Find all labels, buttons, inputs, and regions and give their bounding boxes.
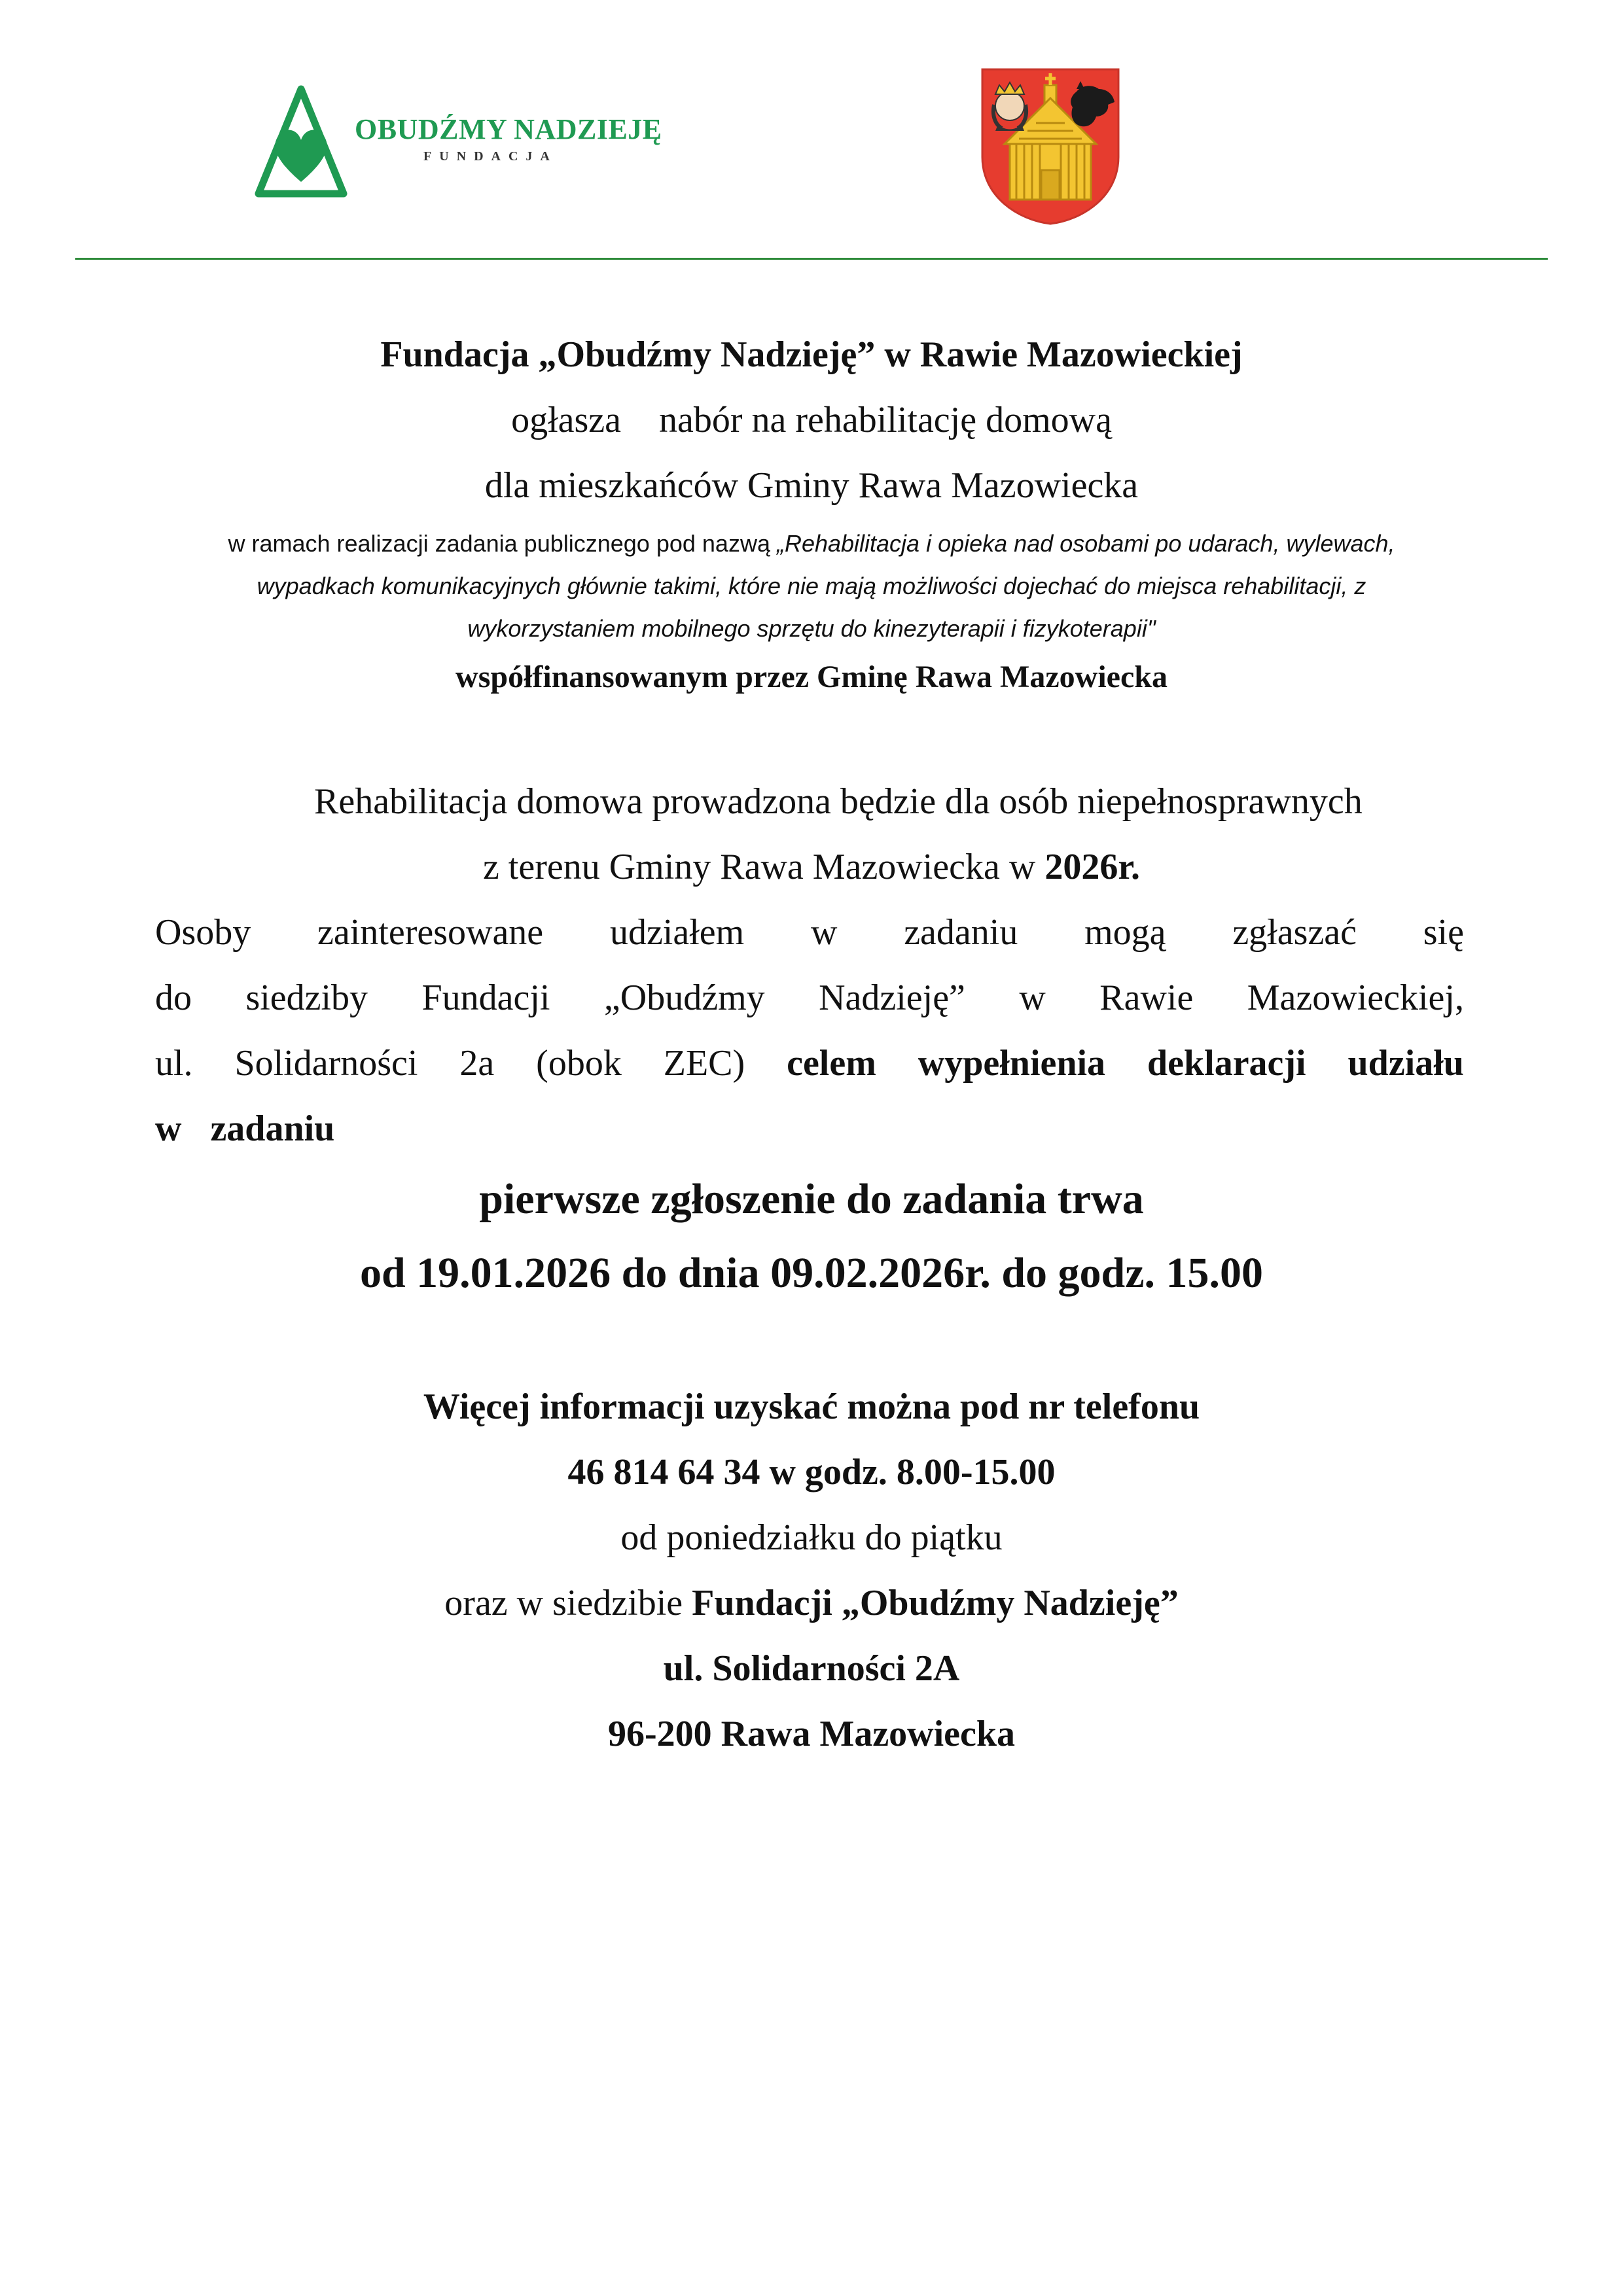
word: Solidarności	[234, 1043, 418, 1084]
word: wypełnienia	[918, 1043, 1106, 1084]
word: ZEC)	[663, 1043, 745, 1084]
task-line-1	[0, 530, 1623, 557]
deadline-line-2: od 19.01.2026 do dnia 09.02.2026r. do godz. 15.00	[359, 1249, 1264, 1297]
task-line-2: wypadkach komunikacyjnych głównie takimi, które nie mają możliwości dojechać do miejsca rehabilitacji, z	[257, 573, 1366, 599]
rehab-paragraph-line-2	[0, 846, 1623, 888]
logo-subtitle: FUNDACJA	[423, 149, 558, 164]
word: do	[155, 978, 192, 1018]
word: 2a	[459, 1043, 495, 1084]
apply-paragraph-line-2	[155, 977, 1464, 1019]
rehab-paragraph-line-1: Rehabilitacja domowa prowadzona będzie dla osób niepełnosprawnych	[314, 781, 1363, 822]
word: celem	[787, 1043, 876, 1084]
apply-paragraph-line-3	[155, 1042, 1464, 1084]
word: siedziby	[245, 978, 368, 1018]
cofinanced-line: współfinansowanym przez Gminę Rawa Mazowiecka	[455, 660, 1168, 694]
phone-line: 46 814 64 34 w godz. 8.00-15.00	[567, 1452, 1056, 1492]
task-name: „Rehabilitacja i opieka nad osobami po udarach, wylewach,	[776, 530, 1395, 557]
word: się	[1423, 912, 1464, 953]
announces-word: ogłasza	[511, 400, 621, 440]
postal-address: 96-200 Rawa Mazowiecka	[607, 1714, 1016, 1754]
weekdays-line: od poniedziałku do piątku	[620, 1517, 1003, 1558]
word: deklaracji	[1147, 1043, 1306, 1084]
coat-of-arms-icon	[978, 65, 1122, 226]
word: (obok	[536, 1043, 622, 1084]
deadline-line-1: pierwsze zgłoszenie do zadania trwa	[479, 1175, 1144, 1223]
recruitment-text: nabór na rehabilitację domową	[658, 400, 1112, 440]
word: „Obudźmy	[603, 978, 765, 1018]
foundation-logo	[252, 84, 662, 202]
apply-paragraph-line-4	[155, 1108, 334, 1150]
word: ul.	[155, 1043, 193, 1084]
seat-prefix: oraz w siedzibie	[444, 1583, 692, 1623]
word: w	[1019, 978, 1046, 1018]
area-text: z terenu Gminy Rawa Mazowiecka w	[482, 847, 1045, 887]
word: udziału	[1347, 1043, 1464, 1084]
logo-name: OBUDŹMY NADZIEJĘ	[355, 113, 662, 145]
street-address: ul. Solidarności 2A	[663, 1648, 960, 1689]
foundation-name: Fundacji „Obudźmy Nadzieję”	[692, 1583, 1179, 1623]
residents-line: dla mieszkańców Gminy Rawa Mazowiecka	[484, 465, 1139, 506]
word: Mazowieckiej,	[1247, 978, 1464, 1018]
word: mogą	[1084, 912, 1166, 953]
word: w	[155, 1108, 182, 1149]
task-prefix: w ramach realizacji zadania publicznego pod nazwą	[228, 530, 777, 557]
word: zainteresowane	[317, 912, 544, 953]
triangle-heart-icon	[252, 84, 350, 202]
task-line-3: wykorzystaniem mobilnego sprzętu do kinezyterapii i fizykoterapii"	[467, 615, 1156, 642]
word: Rawie	[1099, 978, 1194, 1018]
word: udziałem	[609, 912, 745, 953]
announcement-line	[0, 399, 1623, 441]
word: Nadzieję”	[819, 978, 965, 1018]
word: Osoby	[155, 912, 251, 953]
word: zgłaszać	[1232, 912, 1357, 953]
word: w	[810, 912, 838, 953]
year-text: 2026r.	[1044, 847, 1141, 887]
apply-paragraph-line-1	[155, 911, 1464, 953]
word: zadaniu	[904, 912, 1018, 953]
contact-line-1: Więcej informacji uzyskać można pod nr telefonu	[423, 1386, 1200, 1427]
seat-line	[0, 1582, 1623, 1624]
word: Fundacji	[421, 978, 550, 1018]
header-divider	[75, 258, 1548, 260]
announcement-title: Fundacja „Obudźmy Nadzieję” w Rawie Mazowieckiej	[380, 334, 1243, 375]
word: zadaniu	[210, 1108, 335, 1149]
